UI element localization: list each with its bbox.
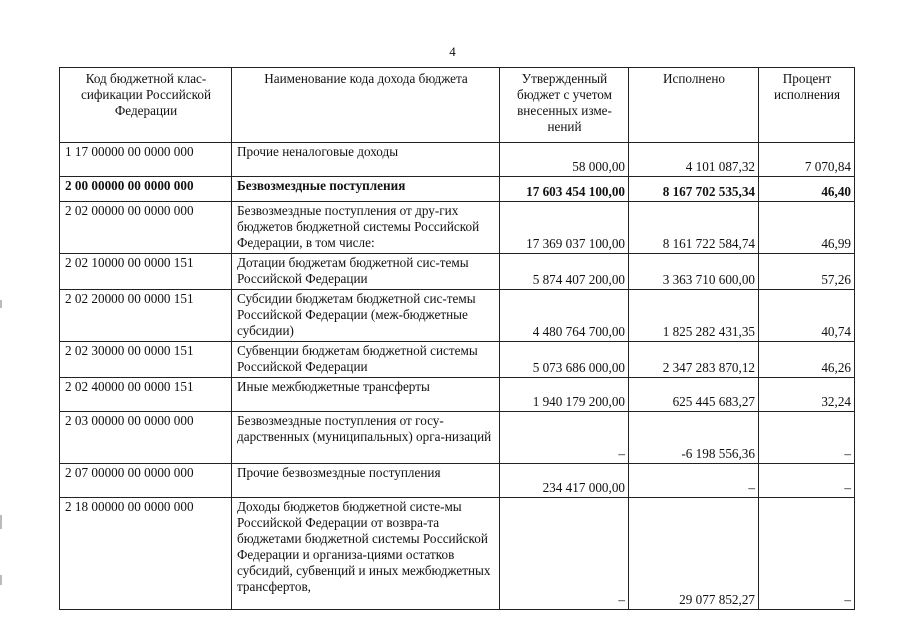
row-name: Безвозмездные поступления bbox=[232, 177, 500, 202]
table-row bbox=[60, 378, 855, 412]
table-row bbox=[60, 202, 855, 254]
row-approved: 58 000,00 bbox=[500, 143, 629, 177]
row-code: 2 02 00000 00 0000 000 bbox=[60, 202, 232, 254]
row-code: 2 02 20000 00 0000 151 bbox=[60, 290, 232, 342]
scan-edge-mark bbox=[0, 515, 2, 529]
row-percent: – bbox=[759, 412, 855, 464]
row-code: 2 02 30000 00 0000 151 bbox=[60, 342, 232, 378]
row-name: Субвенции бюджетам бюджетной системы Российской Федерации bbox=[232, 342, 500, 378]
page-number: 4 bbox=[449, 44, 456, 59]
row-executed: – bbox=[629, 464, 759, 498]
table-row bbox=[60, 342, 855, 378]
row-executed: 625 445 683,27 bbox=[629, 378, 759, 412]
row-percent: 57,26 bbox=[759, 254, 855, 290]
row-approved: 5 073 686 000,00 bbox=[500, 342, 629, 378]
row-executed: 8 167 702 535,34 bbox=[629, 177, 759, 202]
row-executed: 8 161 722 584,74 bbox=[629, 202, 759, 254]
row-name: Доходы бюджетов бюджетной систе-мы Российской Федерации от возвра-та бюджетами бюджетной системы Российской Федерации и организа-циями остатков субсидий, субвенций и иных межбюджетных трансфертов, bbox=[232, 498, 500, 610]
row-approved: 17 369 037 100,00 bbox=[500, 202, 629, 254]
table-row bbox=[60, 464, 855, 498]
row-code: 2 03 00000 00 0000 000 bbox=[60, 412, 232, 464]
table-row bbox=[60, 177, 855, 202]
row-executed: 2 347 283 870,12 bbox=[629, 342, 759, 378]
row-executed: -6 198 556,36 bbox=[629, 412, 759, 464]
row-code: 1 17 00000 00 0000 000 bbox=[60, 143, 232, 177]
row-name: Субсидии бюджетам бюджетной сис-темы Российской Федерации (меж-бюджетные субсидии) bbox=[232, 290, 500, 342]
row-code: 2 02 10000 00 0000 151 bbox=[60, 254, 232, 290]
row-percent: 32,24 bbox=[759, 378, 855, 412]
row-executed: 3 363 710 600,00 bbox=[629, 254, 759, 290]
row-code: 2 07 00000 00 0000 000 bbox=[60, 464, 232, 498]
header-budget-code: Код бюджетной клас-сификации Российской Федерации bbox=[60, 68, 232, 143]
scan-edge-mark bbox=[0, 575, 2, 585]
row-percent: 40,74 bbox=[759, 290, 855, 342]
row-percent: 7 070,84 bbox=[759, 143, 855, 177]
row-approved: 1 940 179 200,00 bbox=[500, 378, 629, 412]
row-name: Дотации бюджетам бюджетной сис-темы Российской Федерации bbox=[232, 254, 500, 290]
row-name: Безвозмездные поступления от дру-гих бюджетов бюджетной системы Российской Федерации, в том числе: bbox=[232, 202, 500, 254]
row-approved: 4 480 764 700,00 bbox=[500, 290, 629, 342]
table-row bbox=[60, 412, 855, 464]
row-name: Иные межбюджетные трансферты bbox=[232, 378, 500, 412]
table-row bbox=[60, 498, 855, 610]
budget-execution-table bbox=[59, 67, 855, 610]
row-percent: 46,40 bbox=[759, 177, 855, 202]
header-percent: Процент исполнения bbox=[759, 68, 855, 143]
row-approved: 234 417 000,00 bbox=[500, 464, 629, 498]
row-percent: 46,26 bbox=[759, 342, 855, 378]
row-executed: 1 825 282 431,35 bbox=[629, 290, 759, 342]
row-executed: 4 101 087,32 bbox=[629, 143, 759, 177]
row-percent: 46,99 bbox=[759, 202, 855, 254]
row-name: Прочие неналоговые доходы bbox=[232, 143, 500, 177]
table-row bbox=[60, 290, 855, 342]
row-approved: – bbox=[500, 498, 629, 610]
row-approved: – bbox=[500, 412, 629, 464]
table-row bbox=[60, 254, 855, 290]
header-income-name: Наименование кода дохода бюджета bbox=[232, 68, 500, 143]
row-code: 2 02 40000 00 0000 151 bbox=[60, 378, 232, 412]
row-approved: 17 603 454 100,00 bbox=[500, 177, 629, 202]
row-percent: – bbox=[759, 498, 855, 610]
row-code: 2 18 00000 00 0000 000 bbox=[60, 498, 232, 610]
row-approved: 5 874 407 200,00 bbox=[500, 254, 629, 290]
row-name: Прочие безвозмездные поступления bbox=[232, 464, 500, 498]
row-code: 2 00 00000 00 0000 000 bbox=[60, 177, 232, 202]
row-executed: 29 077 852,27 bbox=[629, 498, 759, 610]
row-name: Безвозмездные поступления от госу-дарственных (муниципальных) орга-низаций bbox=[232, 412, 500, 464]
table-row bbox=[60, 143, 855, 177]
header-executed: Исполнено bbox=[629, 68, 759, 143]
header-approved-budget: Утвержденный бюджет с учетом внесенных изме-нений bbox=[500, 68, 629, 143]
row-percent: – bbox=[759, 464, 855, 498]
scan-edge-mark bbox=[0, 300, 2, 308]
table-header-row bbox=[60, 68, 855, 143]
